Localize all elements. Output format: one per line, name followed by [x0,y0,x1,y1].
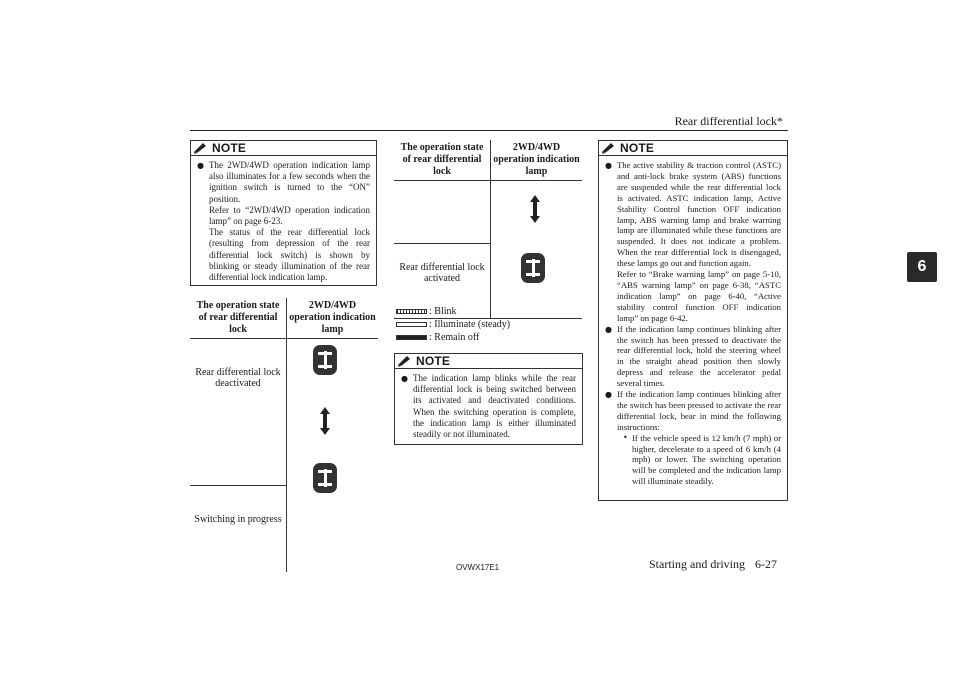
4wd-lamp-steady-icon [313,345,337,375]
note-box-1 [190,140,377,286]
note-header [191,141,376,155]
pencil-note-icon [601,142,617,154]
bullet-icon: ● [401,374,408,383]
col-header-lamp: 2WD/4WD operation indication lamp [491,140,583,181]
col-header-state: The operation state of rear differential lock [394,140,491,181]
note1-bullet-text: The 2WD/4WD operation indication lamp also illuminates for a few seconds when the ignition switch is turned to the “ON” position. [209,160,370,204]
note-label: NOTE [416,354,451,368]
page-header-title: Rear differential lock* [674,114,783,128]
document-code: OVWX17E1 [456,563,500,572]
switch-arrow-icon [530,195,540,223]
off-swatch-icon [396,335,427,340]
bullet-icon: ● [605,161,612,170]
state-cell: Rear differential lock deactivated [190,339,287,486]
4wd-lamp-blinking-icon [313,463,337,493]
bullet-icon: ● [605,324,612,334]
switch-arrow-icon [320,407,330,435]
lamp-state-table-1 [190,298,378,572]
footer-section: Starting and driving [649,557,745,571]
note1-refer-text: Refer to “2WD/4WD operation indication lamp” on page 6-23. [209,204,370,227]
bullet-icon: ● [197,161,204,170]
sub-bullet-icon: • [623,432,628,442]
note2-bullet-text: The indication lamp blinks while the rear differential lock is being switched between its activated and deactivated conditions. When the switching operation is complete, the indication lamp is either illuminated steadily or not illuminated. [413,373,576,440]
legend-off: : Remain off [429,332,480,343]
col-header-state: The operation state of rear differential lock [190,298,287,339]
pencil-note-icon [193,142,209,154]
state-cell: Rear differential lock activated [399,262,485,284]
lamp-state-table-2 [394,140,582,319]
note1-status-text: The status of the rear differential lock (resulting from depression of the rear differential lock switch) is shown by blinking or steady illumination of the rear differential lock indication lamp. [209,227,370,283]
note-header [395,354,582,368]
note-header [599,141,787,155]
bullet-icon: ● [605,390,612,400]
page-number: 6-27 [755,557,777,571]
4wd-lamp-steady-icon [521,253,545,283]
blink-swatch-icon [396,309,427,314]
legend-blink: : Blink [429,306,457,317]
state-cell: Switching in progress [194,514,282,525]
note3-b1-refer-text: Refer to “Brake warning lamp” on page 5-10, “ABS warning lamp” on page 6-38, “ASTC indication lamp” on page 6-40, “Active stability control function OFF indication lamp” on page 6-42. [617,269,781,323]
header-rule [190,130,788,131]
col-header-lamp: 2WD/4WD operation indication lamp [287,298,379,339]
lamp-legend [396,305,510,344]
steady-swatch-icon [396,322,427,327]
note-label: NOTE [212,141,247,155]
note-box-2 [394,353,583,445]
chapter-tab: 6 [907,252,937,282]
note3-b3-text: If the indication lamp continues blinking after the switch has been pressed to activate the rear differential lock, bear in mind the following instructions: [617,389,781,432]
note3-b2-text: If the indication lamp continues blinking after the switch has been pressed to deactivate the rear differential lock, hold the steering wheel in the straight ahead position then slowly depress and release the accelerator pedal several times. [617,323,781,389]
note3-b3-sub-text: If the vehicle speed is 12 km/h (7 mph) or higher, decelerate to a speed of 6 km/h (4 mph) or lower. The switching operation will be completed and the indication lamp will illuminate steadily. [632,432,781,487]
note-box-3 [598,140,788,501]
note-label: NOTE [620,141,655,155]
note3-b1-text: The active stability & traction control (ASTC) and anti-lock brake system (ABS) functions are suspended while the rear differential lock is activated. ASTC indication lamp, Active Stability Control function OFF indication lamp, ABS warning lamp and brake warning lamp are illuminated while these functions are suspended. It does not indicate a problem. When the rear differential lock is disengaged, these lamps go out and function again. [617,160,781,269]
pencil-note-icon [397,355,413,367]
state-cell [394,181,491,244]
legend-steady: : Illuminate (steady) [429,319,511,330]
